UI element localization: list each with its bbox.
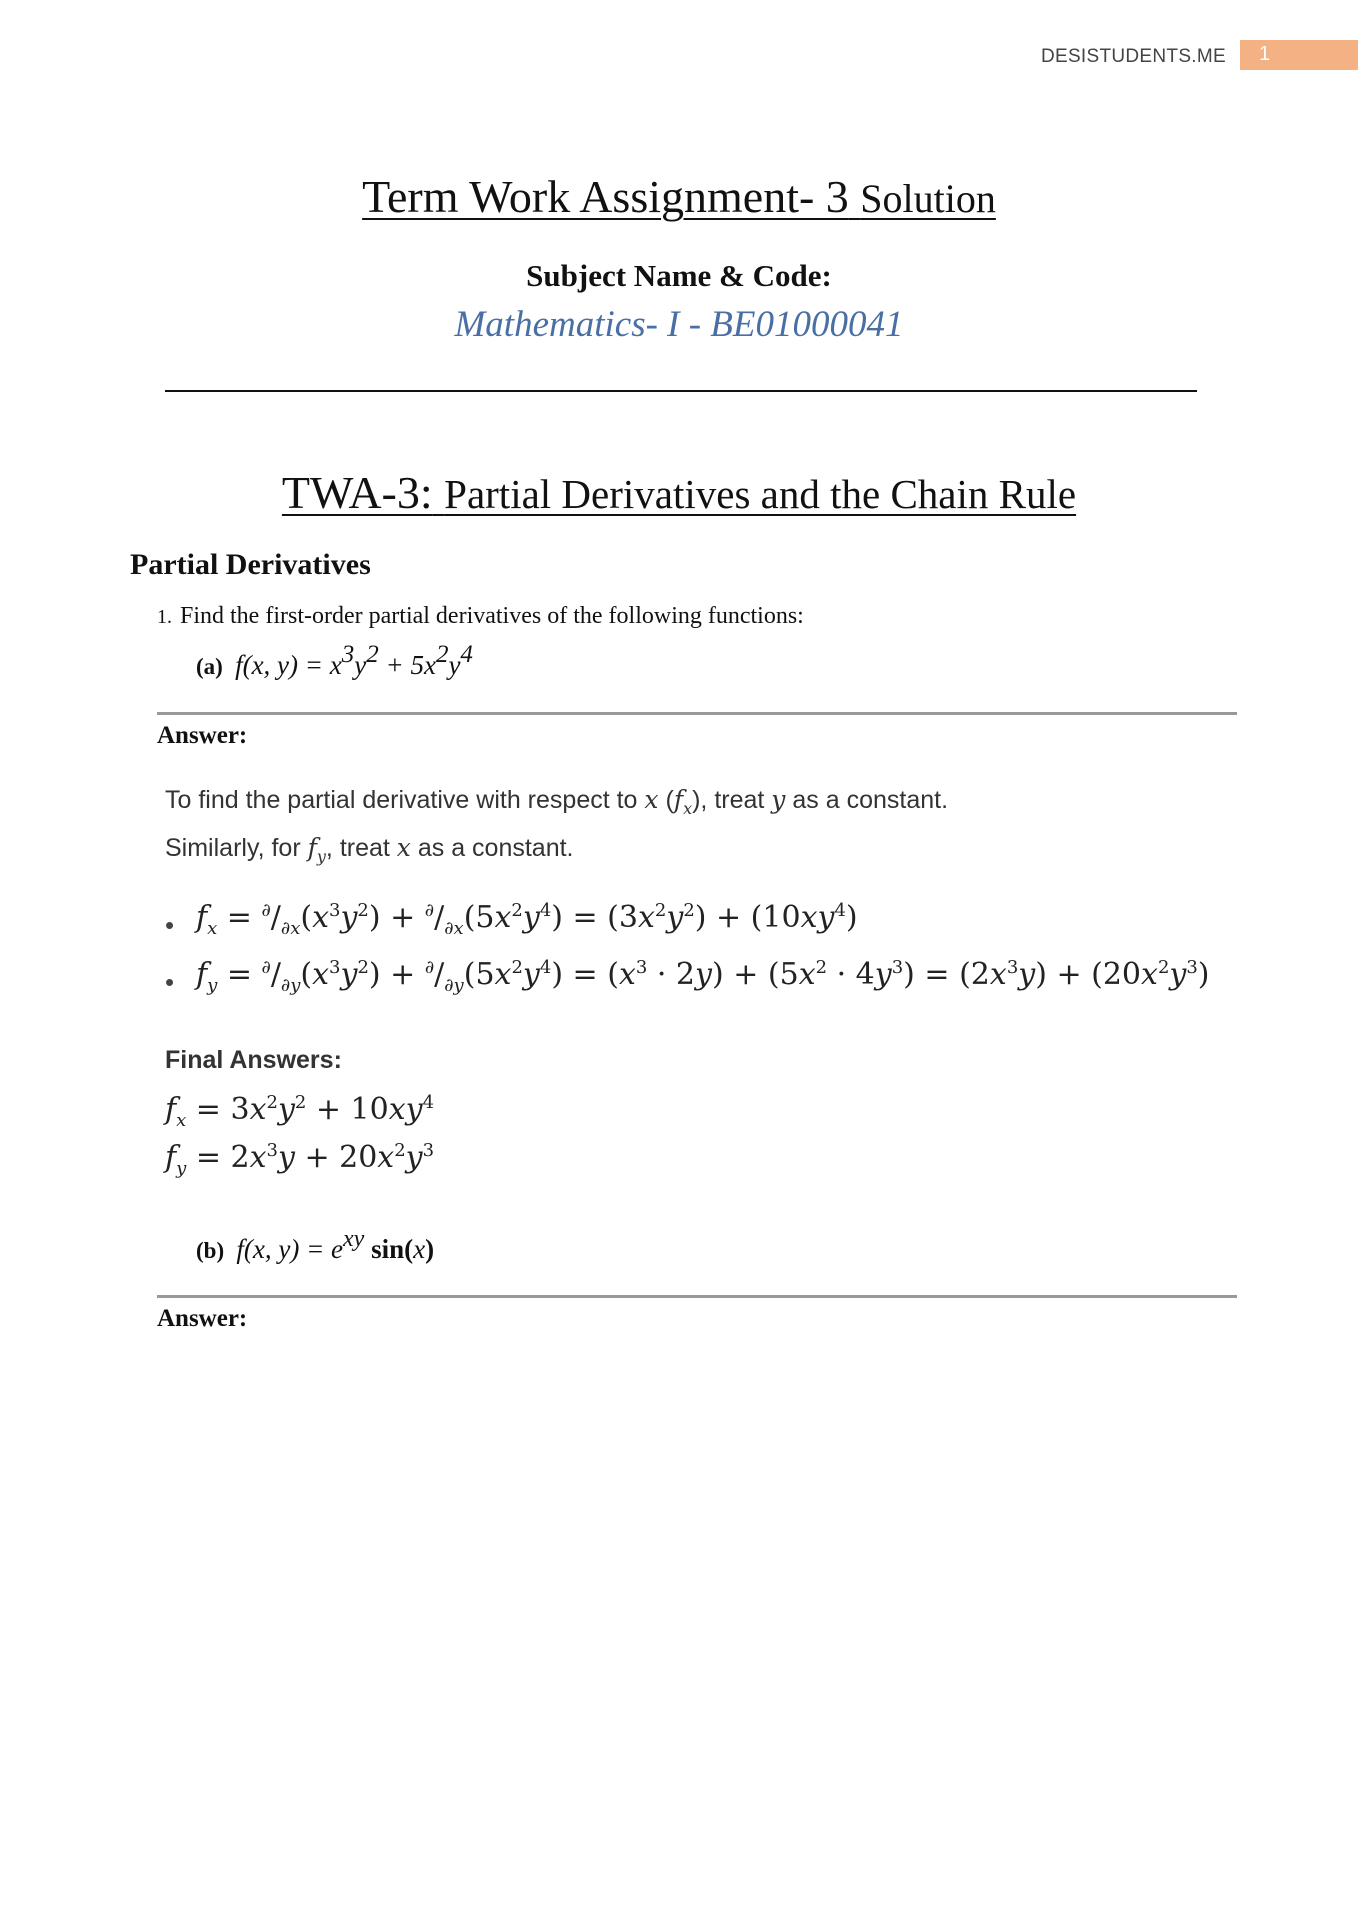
divider <box>165 390 1197 392</box>
explanation-1: To find the partial derivative with respect to x $(f_x)$, treat y as a constant. <box>165 785 949 818</box>
page-number-box <box>1240 40 1358 70</box>
subject-value: Mathematics- I - BE01000041 <box>454 304 904 345</box>
part-a-label: (a) <box>196 654 223 679</box>
section-title-rest: Partial Derivatives and the Chain Rule <box>444 471 1077 517</box>
question-1 <box>157 603 804 630</box>
question-number: 1. <box>157 606 172 628</box>
answer-divider-b <box>157 1295 1237 1298</box>
site-name: DESISTUDENTS.ME <box>1040 46 1226 67</box>
title-main: Term Work Assignment- 3 <box>362 171 849 222</box>
document-title <box>0 170 1358 223</box>
part-b-function: f(x, $y) = e^{xy}$ sin(x) <box>236 1226 435 1264</box>
bullet-fy: • <box>165 967 175 997</box>
question-text: Find the first-order partial derivatives of the following functions: <box>180 603 804 629</box>
final-answer-fy: $f_y = 2x^3y + 20x^2y^3$ <box>165 1140 435 1179</box>
page-number: 1 <box>1259 43 1271 65</box>
answer-divider-a <box>157 712 1237 715</box>
equation-fx: $f_x = ^\partial/_{\partial x}(x^3y^2) + ^\partial/_{\partial x}(5x^2y^4) = (3x^2y^2) + (10xy^4)$ <box>196 900 858 939</box>
part-a-function: f(x, $y) = x^3y^2 + 5x^2y^4$ <box>235 641 473 680</box>
final-answers-label: Final Answers: <box>165 1046 342 1074</box>
subject-label: Subject Name & Code: <box>526 258 832 293</box>
section-heading: Partial Derivatives <box>130 548 371 581</box>
part-a-answer-label: Answer: <box>157 722 248 749</box>
section-title-main: TWA-3: <box>281 467 433 518</box>
bullet-fx: • <box>165 910 175 940</box>
title-suffix: Solution <box>860 176 996 221</box>
part-b-answer-label: Answer: <box>157 1305 248 1332</box>
part-b-question <box>196 1226 435 1265</box>
part-b-label: (b) <box>196 1238 225 1263</box>
part-a-question <box>196 641 473 681</box>
final-answer-fx: $f_x = 3x^2y^2 + 10xy^4$ <box>165 1092 435 1131</box>
explanation-2: Similarly, for $f_y$, treat x as a constant. <box>165 833 574 866</box>
section-title <box>0 466 1358 519</box>
equation-fy: $f_y = ^\partial/_{\partial y}(x^3y^2) + ^\partial/_{\partial y}(5x^2y^4) = (x^3 \cdot 2y) + (5x^2 \cdot 4y^3) = (2x^3y) + (20x^2y^3)$ <box>196 957 1210 996</box>
